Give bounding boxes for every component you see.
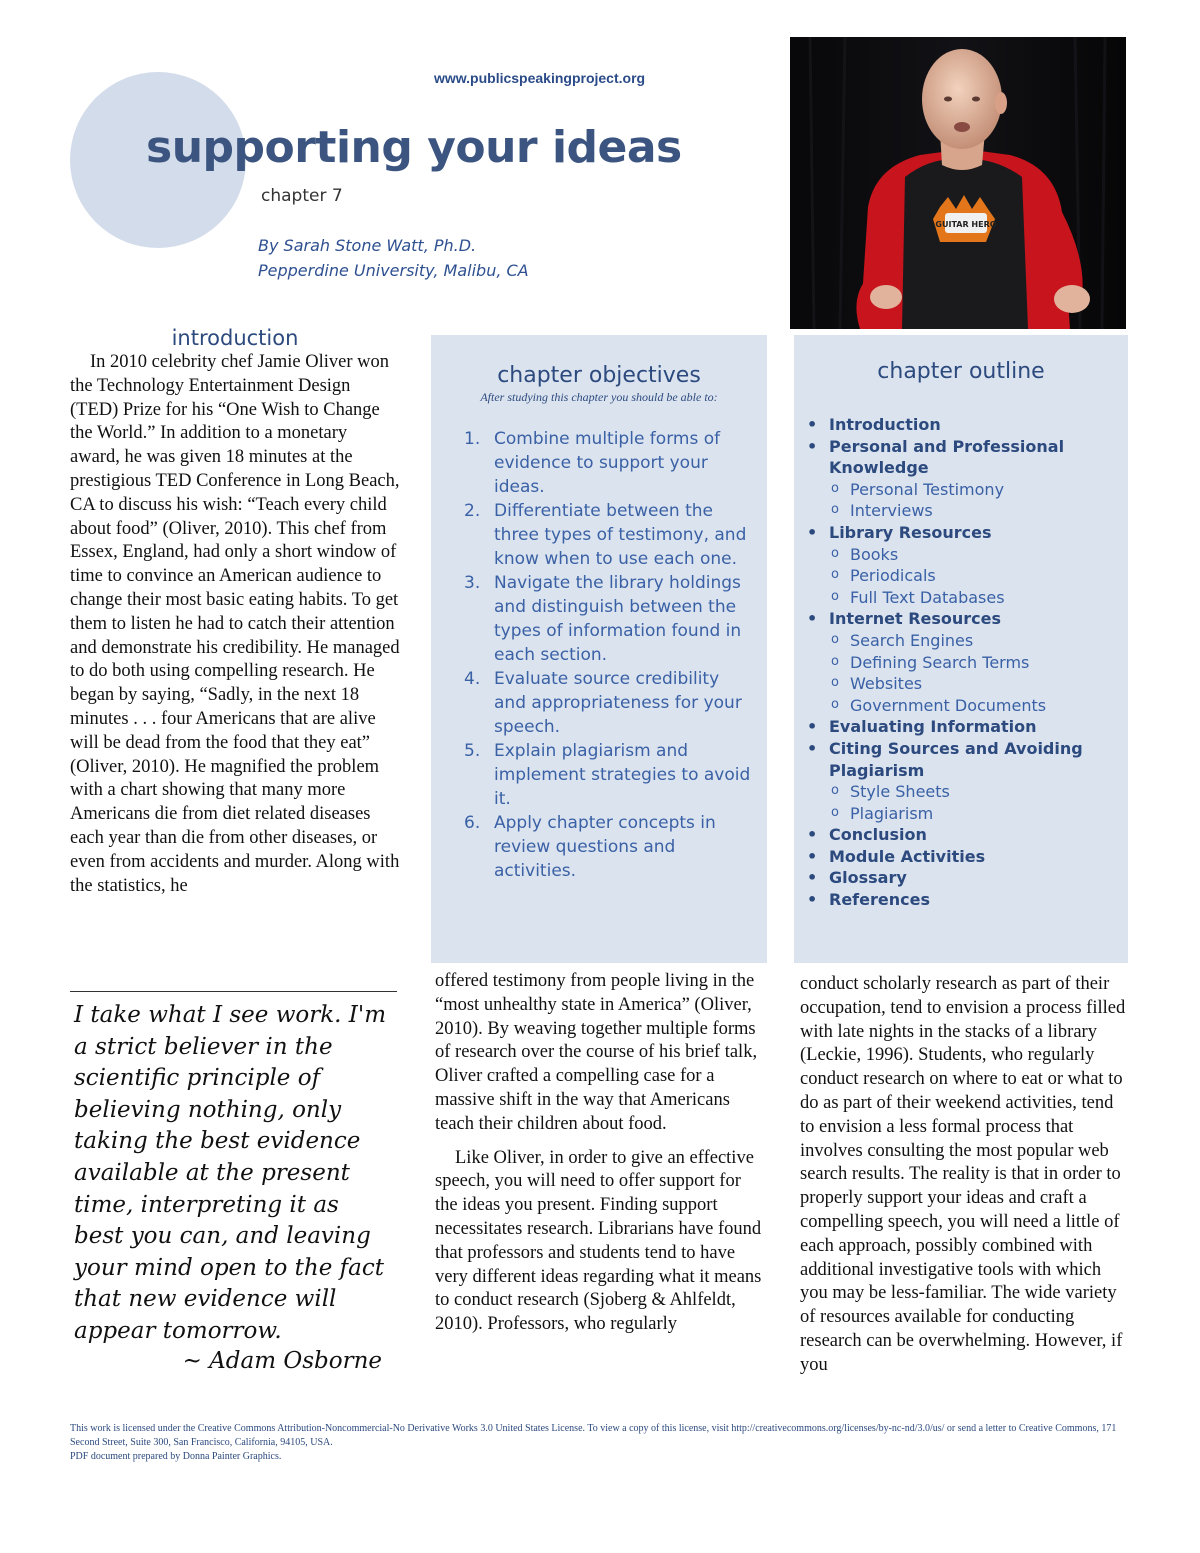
page-title: supporting your ideas <box>146 122 682 173</box>
objective-item: 3. Navigate the library holdings and distinguish between the types of information found in each section. <box>464 573 742 665</box>
author-affiliation: Pepperdine University, Malibu, CA <box>258 261 529 280</box>
quote-divider <box>70 991 397 992</box>
pull-quote: I take what I see work. I'm a strict believer in the scientific principle of believing nothing, only taking the best evidence available at the present time, interpreting it as best you can, and leaving your mind open to the fact that new evidence will appear tomorrow. <box>74 1002 387 1344</box>
objectives-list <box>431 427 767 883</box>
author-name: By Sarah Stone Watt, Ph.D. <box>258 236 477 255</box>
outline-item-evaluating-information[interactable]: • Evaluating Information <box>794 716 1128 738</box>
outline-item-conclusion[interactable]: • Conclusion <box>794 824 1128 846</box>
author-block <box>258 233 529 283</box>
outline-item-references[interactable]: • References <box>794 889 1128 911</box>
outline-subitem[interactable]: o Government Documents <box>829 695 1128 717</box>
outline-subitem[interactable]: o Defining Search Terms <box>829 652 1128 674</box>
chapter-objectives-box <box>431 335 767 963</box>
outline-subitem[interactable]: o Websites <box>829 673 1128 695</box>
outline-subitem[interactable]: o Search Engines <box>829 630 1128 652</box>
license-text[interactable]: This work is licensed under the Creative Commons Attribution-Noncommercial-No Derivative Works 3.0 United States License. To view a copy of this license, visit http://creativecommons.org/licenses/by-nc-nd/3.0/us/ or send a letter to Creative Commons, 171 Second Street, Suite 300, San Francisco, California, 94105, USA. <box>70 1423 1117 1448</box>
outline-subitem[interactable]: o Plagiarism <box>829 803 1128 825</box>
paragraph: Like Oliver, in order to give an effective speech, you will need to offer support for the ideas you present. Finding support necessitates research. Librarians have found that professors and students tend to have very different ideas regarding what it means to conduct research (Sjoberg & Ahlfeldt, 2010). Professors, who regularly <box>435 1147 762 1335</box>
outline-list <box>794 414 1128 911</box>
body-column-3: conduct scholarly research as part of their occupation, tend to envision a process filled with late nights in the stacks of a library (Leckie, 1996). Students, who regularly conduct research on where to eat or what to do as part of their weekend activities, tend to envision a less formal process that involves consulting the most popular web search results. The reality is that in order to properly support your ideas and craft a compelling speech, you will need a little of each approach, possibly combined with additional investigative tools with which you may be less-familiar. The wide variety of resources available for conducting research can be overwhelming. However, if you <box>800 974 1126 1375</box>
outline-item-citing-sources[interactable]: • Citing Sources and Avoiding Plagiarism o Style Sheets o Plagiarism <box>794 738 1128 824</box>
chapter-label: chapter 7 <box>261 186 343 206</box>
outline-item-personal-knowledge[interactable]: • Personal and Professional Knowledge o Personal Testimony o Interviews <box>794 436 1128 522</box>
outline-subitem[interactable]: o Periodicals <box>829 565 1128 587</box>
objective-item: 5. Explain plagiarism and implement strategies to avoid it. <box>464 741 751 809</box>
quote-attribution: ~ Adam Osborne <box>182 1348 382 1374</box>
outline-subitem[interactable]: o Books <box>829 544 1128 566</box>
shirt-logo-text: GUITAR HERO <box>935 220 997 229</box>
outline-subitem[interactable]: o Interviews <box>829 500 1128 522</box>
speaker-photo <box>790 37 1126 329</box>
speaker-illustration <box>790 37 1126 329</box>
objectives-subheading: After studying this chapter you should be able to: <box>480 390 718 404</box>
objective-item: 1. Combine multiple forms of evidence to support your ideas. <box>464 429 721 497</box>
chapter-outline-box <box>794 335 1128 963</box>
outline-subitem[interactable]: o Full Text Databases <box>829 587 1128 609</box>
outline-subitem[interactable]: o Personal Testimony <box>829 479 1128 501</box>
prepared-by: PDF document prepared by Donna Painter Graphics. <box>70 1451 282 1462</box>
paragraph: offered testimony from people living in the “most unhealthy state in America” (Oliver, 2010). By weaving together multiple forms of research over the course of his brief talk, Oliver crafted a compelling case for a massive shift in the way that Americans teach their children about food. <box>435 971 758 1134</box>
outline-item-library-resources[interactable]: • Library Resources o Books o Periodicals o Full Text Databases <box>794 522 1128 608</box>
outline-item-internet-resources[interactable]: • Internet Resources o Search Engines o Defining Search Terms o Websites o Government Documents <box>794 608 1128 716</box>
outline-item-introduction[interactable]: • Introduction <box>794 414 1128 436</box>
website-link[interactable]: www.publicspeakingproject.org <box>434 70 646 86</box>
introduction-heading: introduction <box>171 326 299 350</box>
outline-item-module-activities[interactable]: • Module Activities <box>794 846 1128 868</box>
outline-item-glossary[interactable]: • Glossary <box>794 867 1128 889</box>
objective-item: 6. Apply chapter concepts in review questions and activities. <box>464 813 716 881</box>
body-column-2 <box>435 970 765 1347</box>
introduction-text: In 2010 celebrity chef Jamie Oliver won the Technology Entertainment Design (TED) Prize for his “One Wish to Change the World.” In addition to a monetary award, he was given 18 minutes at the prestigious TED Conference in Long Beach, CA to discuss his wish: “Teach every child about food” (Oliver, 2010). This chef from Essex, England, had only a short window of time to convince an American audience to change their most basic eating habits. To get them to listen he had to catch their attention and demonstrate his credibility. He managed to do both using compelling research. He began by saying, “Sadly, in the next 18 minutes . . . four Americans that are alive will be dead from the food that they eat” (Oliver, 2010). He magnified the problem with a chart showing that many more Americans die from diet related diseases each year than die from other diseases, or even from accidents and murder. Along with the statistics, he <box>70 352 400 896</box>
objective-item: 4. Evaluate source credibility and appropriateness for your speech. <box>464 669 742 737</box>
license-footer <box>70 1422 1130 1464</box>
outline-heading: chapter outline <box>877 359 1045 384</box>
objective-item: 2. Differentiate between the three types of testimony, and know when to use each one. <box>464 501 747 569</box>
objectives-heading: chapter objectives <box>497 363 701 388</box>
outline-subitem[interactable]: o Style Sheets <box>829 781 1128 803</box>
